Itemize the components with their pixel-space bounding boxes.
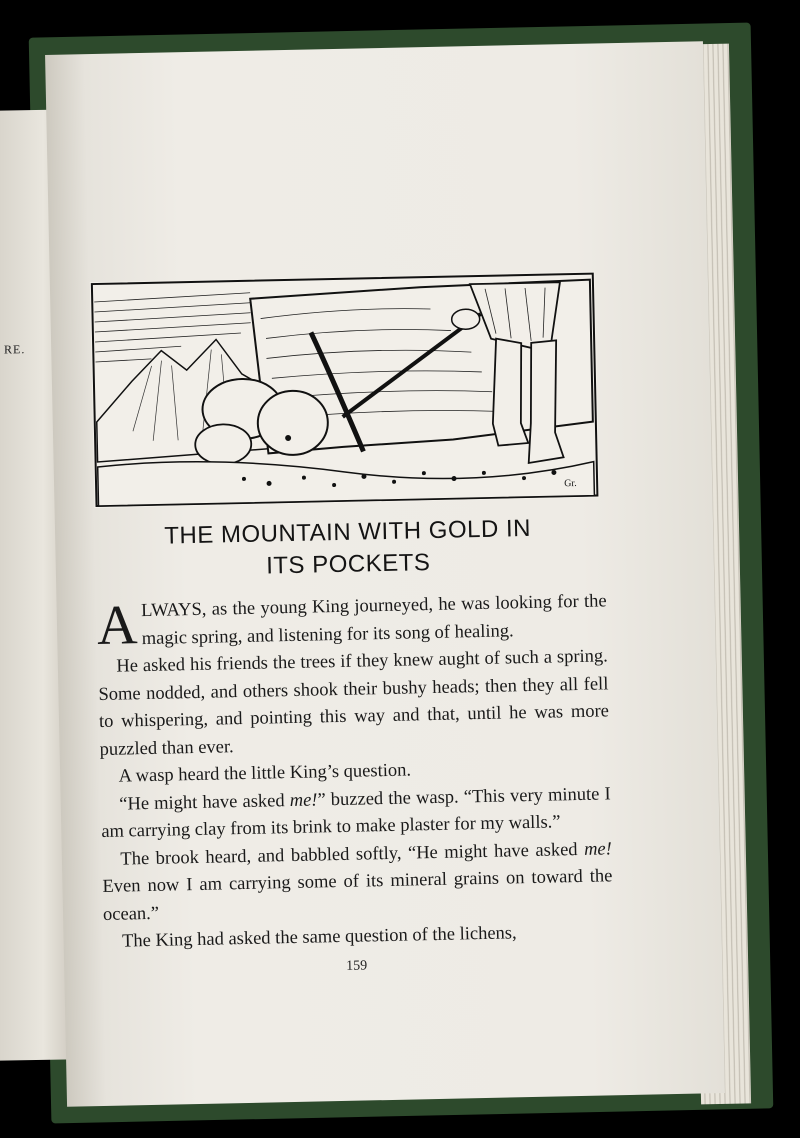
paragraph-3: A wasp heard the little King’s question. <box>118 760 412 787</box>
paragraph-1-text: , as the young King journeyed, he was looking for the magic spring, and listening for its song of healing. <box>141 591 607 649</box>
chapter-title <box>95 511 601 586</box>
illustration-signature: Gr. <box>564 477 577 490</box>
page-number: 159 <box>346 958 368 974</box>
paragraph-4-emphasis: me! <box>289 789 318 811</box>
paragraph-4-b: ” buzzed the wasp. “This very minute I am carrying clay from its brink to make plaster for my walls.” <box>101 783 611 842</box>
book-page <box>45 41 725 1107</box>
paragraph-5-b: Even now I am carrying some of its mineral grains on toward the ocean.” <box>102 866 613 925</box>
paragraph-5 <box>102 836 614 929</box>
paragraph-4 <box>100 781 611 847</box>
drop-cap: A <box>96 594 139 658</box>
paragraph-6: The King had asked the same question of the lichens, <box>121 923 517 952</box>
mountain-pickaxe-illustration <box>90 272 600 509</box>
paragraph-5-emphasis: me! <box>583 838 613 860</box>
opening-smallcaps: LWAYS <box>140 599 203 622</box>
chapter-body <box>96 588 613 956</box>
left-page-text-fragment: RE. <box>4 342 26 357</box>
paragraph-5-a: The brook heard, and babbled softly, “He might have asked <box>120 839 585 870</box>
chapter-title-line1: THE MOUNTAIN WITH GOLD IN <box>164 514 532 550</box>
chapter-title-line2: ITS POCKETS <box>265 549 431 580</box>
chapter-illustration <box>90 272 600 509</box>
paragraph-4-a: “He might have asked <box>119 790 290 815</box>
paragraph-2: He asked his friends the trees if they knew aught of such a spring. Some nodded, and others shook their bushy heads; then they all fell to whispering, and pointing this way and that, until he was more puzzled than ever. <box>98 646 610 760</box>
